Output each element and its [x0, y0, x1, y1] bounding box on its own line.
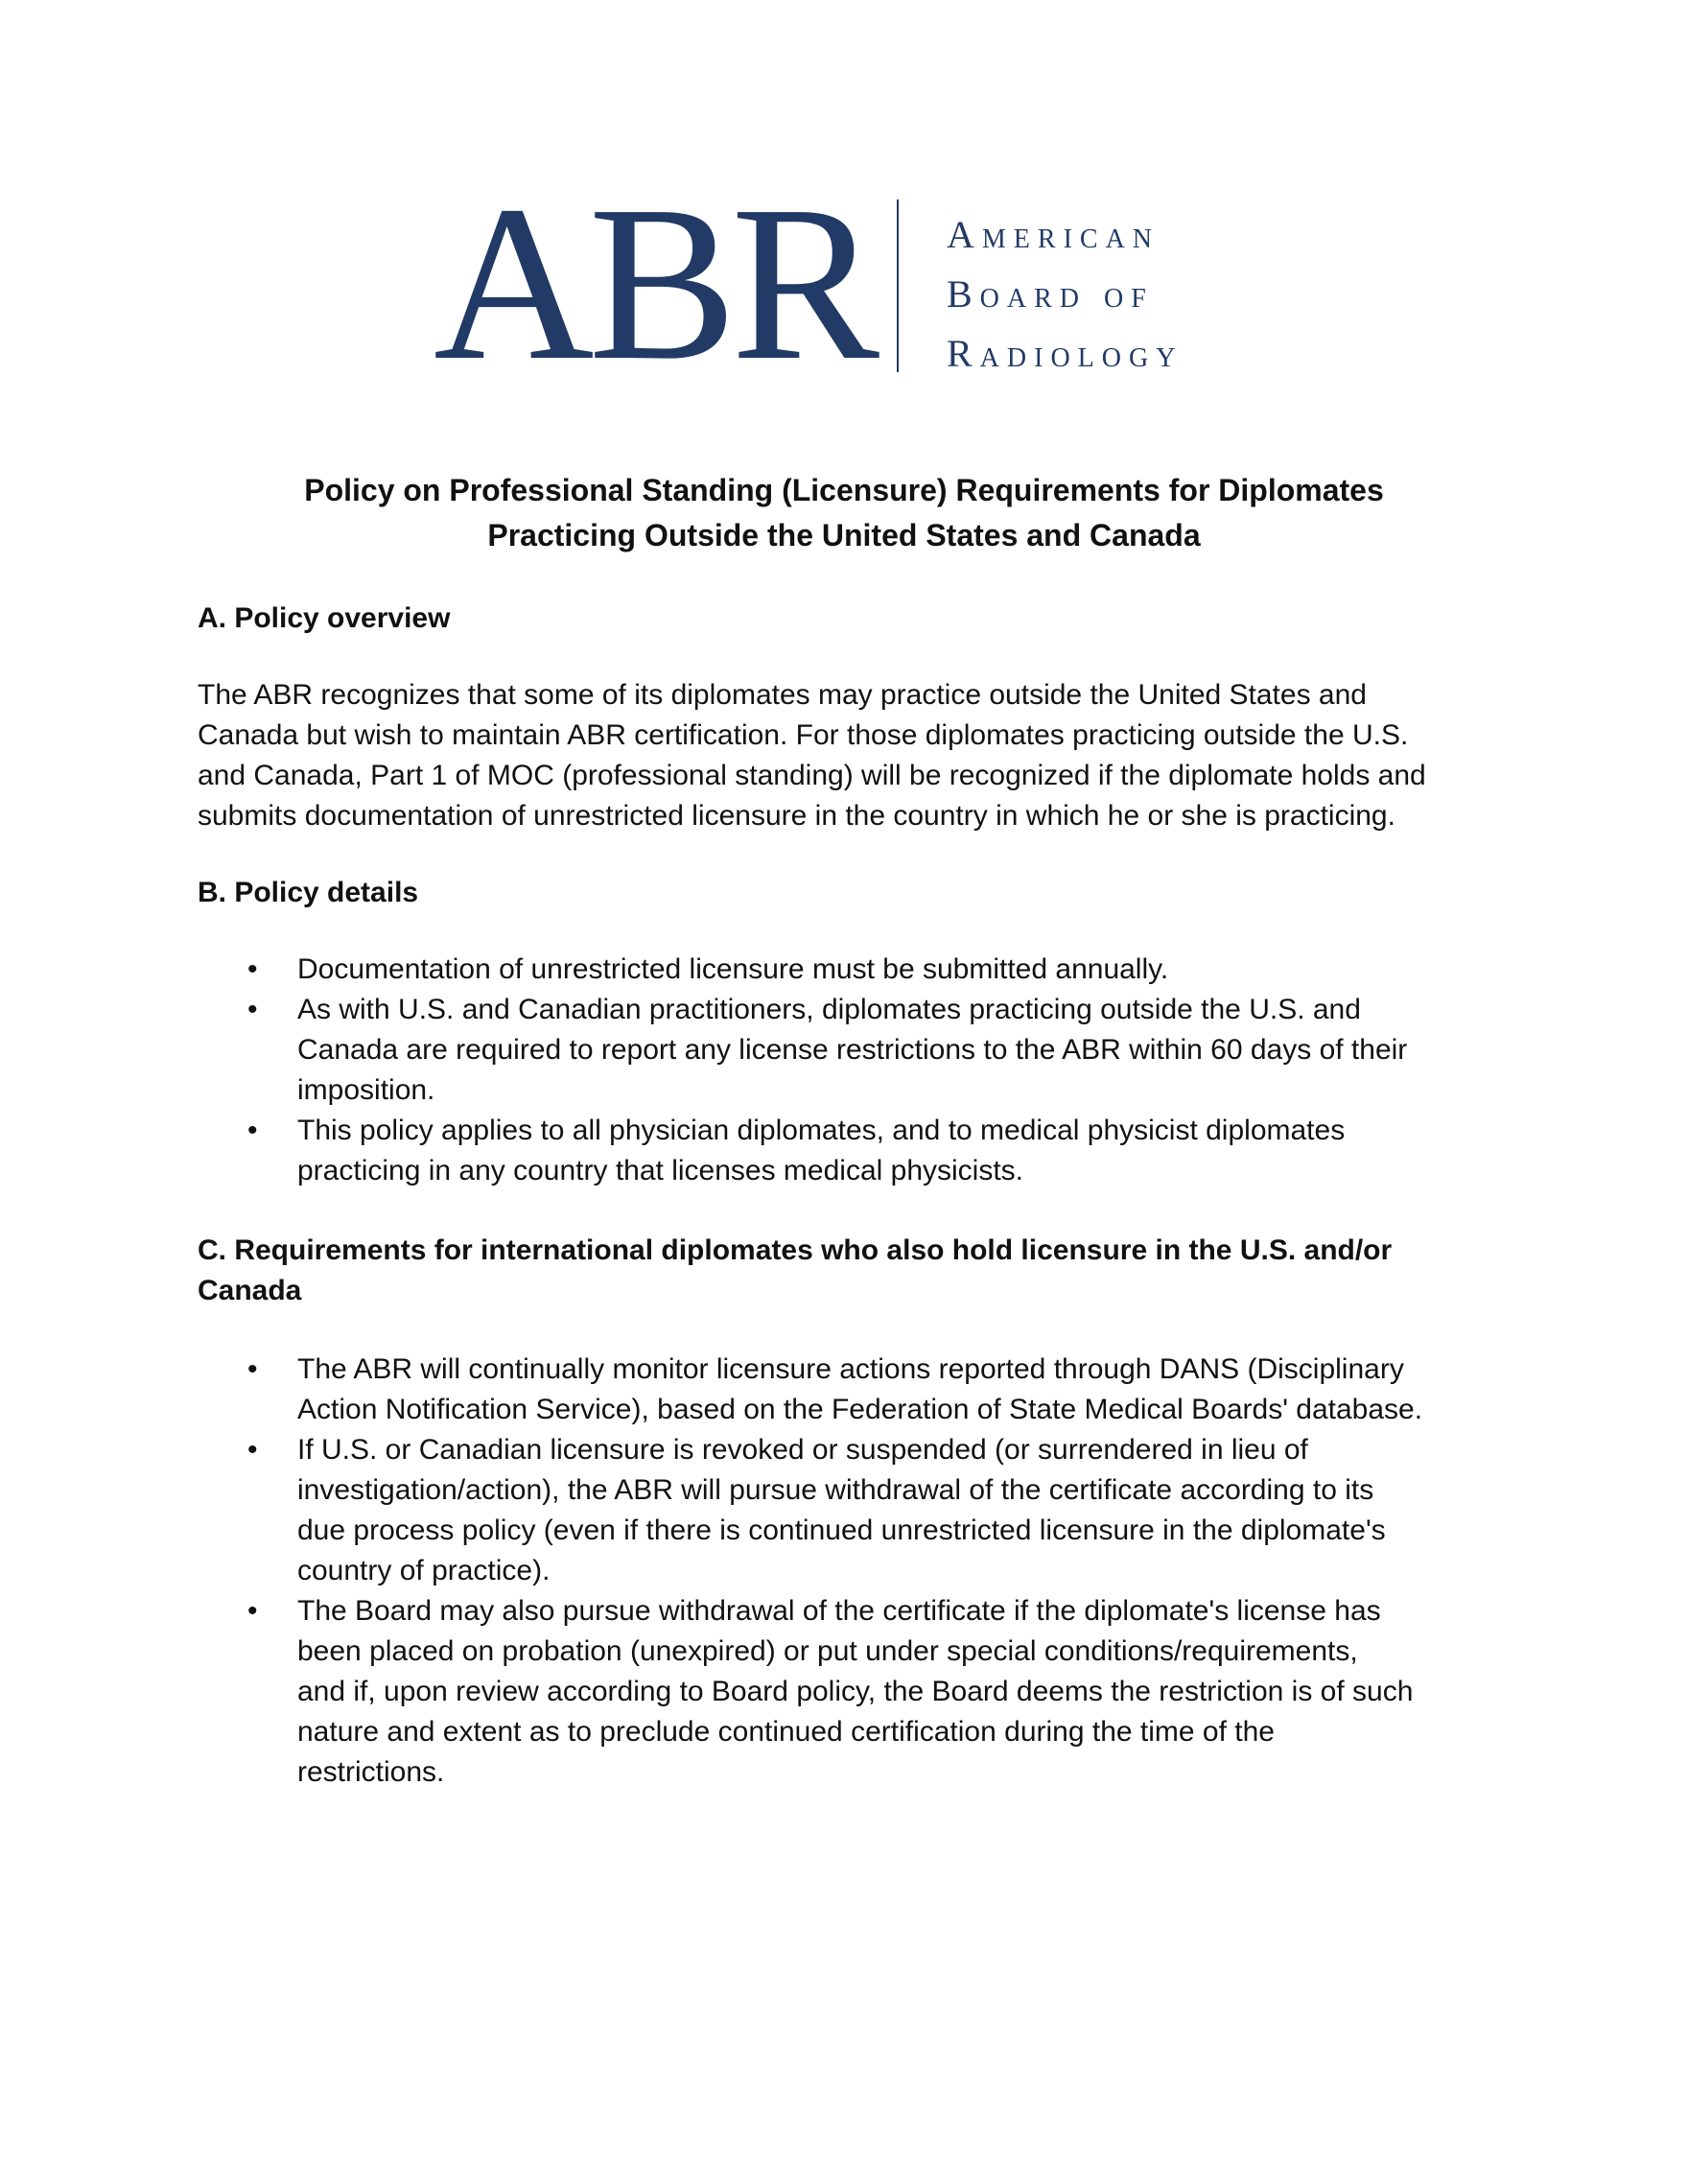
section-a-heading: A. Policy overview	[198, 602, 451, 634]
bullet-icon: •	[247, 1434, 258, 1466]
logo-divider	[897, 200, 899, 372]
bullet-icon: •	[247, 1595, 258, 1627]
list-item-line: As with U.S. and Canadian practitioners, diplomates practicing outside the U.S. and	[297, 994, 1361, 1025]
list-item-line: If U.S. or Canadian licensure is revoked or suspended (or surrendered in lieu of	[297, 1434, 1308, 1466]
list-item-line: The ABR will continually monitor licensure actions reported through DANS (Disciplinary	[297, 1353, 1404, 1385]
section-c-heading-line: Canada	[198, 1275, 302, 1306]
list-item	[198, 1591, 1422, 1793]
list-item	[198, 1350, 1422, 1430]
list-item	[198, 1430, 1422, 1591]
list-item-line: Canada are required to report any license restrictions to the ABR within 60 days of their	[297, 1034, 1408, 1066]
paragraph-line: and Canada, Part 1 of MOC (professional standing) will be recognized if the diplomate holds and	[198, 760, 1426, 791]
paragraph-line: Canada but wish to maintain ABR certification. For those diplomates practicing outside the U.S.	[198, 719, 1409, 751]
section-b-list	[198, 950, 1407, 1191]
page-title	[153, 468, 1535, 558]
list-item	[198, 990, 1407, 1111]
logo-word-line: Board of	[947, 272, 1154, 316]
list-item-line: and if, upon review according to Board policy, the Board deems the restriction is of such	[297, 1676, 1414, 1707]
bullet-icon: •	[247, 994, 258, 1025]
logo-monogram: ABR	[434, 160, 875, 407]
list-item	[198, 1111, 1407, 1191]
list-item-line: Action Notification Service), based on the Federation of State Medical Boards' database.	[297, 1394, 1423, 1425]
section-c-list	[198, 1350, 1422, 1793]
logo-word-line: Radiology	[947, 332, 1184, 375]
section-c-heading-line: C. Requirements for international diplomates who also hold licensure in the U.S. and/or	[198, 1234, 1393, 1266]
list-item-line: due process policy (even if there is continued unrestricted licensure in the diplomate's	[297, 1515, 1386, 1546]
logo-wordmark	[947, 205, 1183, 384]
page-title-line: Policy on Professional Standing (Licensure) Requirements for Diplomates	[304, 473, 1384, 507]
list-item-line: practicing in any country that licenses medical physicists.	[297, 1155, 1024, 1186]
list-item-line: Documentation of unrestricted licensure must be submitted annually.	[297, 953, 1169, 985]
list-item-line: The Board may also pursue withdrawal of the certificate if the diplomate's license has	[297, 1595, 1381, 1627]
list-item-line: nature and extent as to preclude continued certification during the time of the	[297, 1716, 1275, 1748]
list-item-line: restrictions.	[297, 1756, 445, 1788]
bullet-icon: •	[247, 1115, 258, 1146]
section-c-heading	[198, 1231, 1392, 1311]
section-a-paragraph	[198, 675, 1426, 836]
list-item-line: country of practice).	[297, 1555, 551, 1586]
section-b-heading: B. Policy details	[198, 877, 419, 908]
paragraph-line: The ABR recognizes that some of its diplomates may practice outside the United States and	[198, 679, 1367, 711]
list-item-line: imposition.	[297, 1074, 435, 1106]
list-item-line: This policy applies to all physician diplomates, and to medical physicist diplomates	[297, 1115, 1346, 1146]
logo-word-line: American	[947, 213, 1160, 256]
paragraph-line: submits documentation of unrestricted licensure in the country in which he or she is practicing.	[198, 800, 1395, 832]
page-title-line: Practicing Outside the United States and Canada	[487, 518, 1201, 552]
bullet-icon: •	[247, 1353, 258, 1385]
bullet-icon: •	[247, 953, 258, 985]
list-item-line: investigation/action), the ABR will pursue withdrawal of the certificate according to its	[297, 1474, 1374, 1506]
abr-logo	[434, 160, 1249, 407]
list-item-line: been placed on probation (unexpired) or put under special conditions/requirements,	[297, 1635, 1358, 1667]
list-item	[198, 950, 1407, 990]
